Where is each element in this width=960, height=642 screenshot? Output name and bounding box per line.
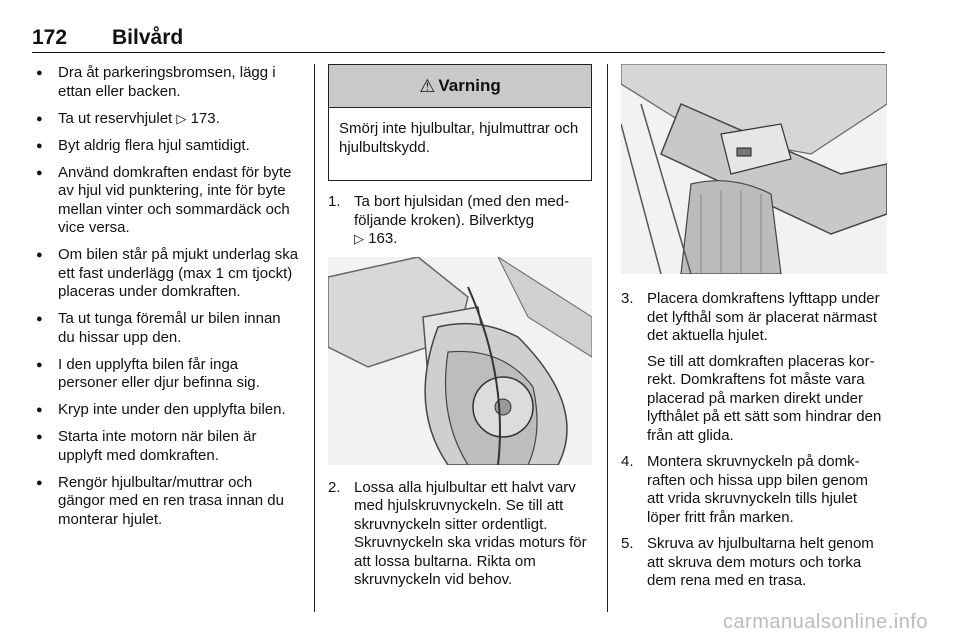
column-divider	[314, 64, 315, 612]
step-item: 5. Skruva av hjulbultarna helt genom att skruva dem moturs och torka dem rena med en trasa.	[621, 535, 874, 589]
list-item: ● Starta inte motorn när bilen är upplyft med domkraften.	[36, 428, 300, 465]
list-item: ● Ta ut reservhjulet ▷ 173.	[36, 110, 300, 129]
precautions-list	[36, 64, 300, 529]
list-item: ● I den upplyfta bilen får inga personer eller djur befinna sig.	[36, 356, 300, 393]
step-number: 3.	[621, 290, 634, 307]
page-header	[32, 26, 885, 53]
list-item: ● Använd domkraften endast för byte av hjul vid punktering, inte för byte mellan vinter och sommardäck och vice versa.	[36, 164, 300, 238]
step-item: 2. Lossa alla hjulbultar ett halvt varv med hjulskruvnyckeln. Se till att skruvnyckeln sitter ordentligt. Skruvnyckeln ska vridas moturs för att lossa bultarna. Rikta om skruvnyckeln vid behov.	[328, 478, 587, 588]
wheel-cover-illustration	[328, 257, 592, 465]
list-item: ● Ta ut tunga föremål ur bilen innan du hissar upp den.	[36, 310, 300, 347]
step-number: 5.	[621, 535, 634, 552]
column-3	[621, 64, 887, 599]
step-note: Se till att domkraften placeras korrekt. Domkraftens fot måste vara placerad på marken direkt under lyfthålet på ett sätt som hindrar den från att glida.	[647, 352, 882, 444]
warning-text: Smörj inte hjulbultar, hjulmuttrar och hjulbultskydd.	[339, 120, 579, 156]
page-ref-link[interactable]: 173.	[190, 109, 220, 127]
step-number: 4.	[621, 453, 634, 470]
section-title: Bilvård	[112, 26, 184, 49]
page-number: 172	[32, 26, 68, 49]
list-item: ● Byt aldrig flera hjul samtidigt.	[36, 137, 300, 156]
column-2	[328, 64, 592, 598]
column-1	[36, 64, 300, 538]
step-item: 1. Ta bort hjulsidan (med den medföljande kroken). Bilverktyg ▷ 163.	[328, 193, 570, 247]
step-number: 2.	[328, 478, 341, 496]
column-divider	[607, 64, 608, 612]
steps-list	[621, 290, 887, 591]
page-ref-arrow-icon: ▷	[176, 110, 187, 126]
watermark: carmanualsonline.info	[722, 611, 928, 633]
warning-box	[328, 64, 592, 181]
step-item: 3. Placera domkraftens lyfttapp under det lyfthål som är placerat närmast det aktuella hjulet. Se till att domkraften placeras korrekt. Domkraftens fot måste vara placerad på marken direkt under lyfthålet på ett sätt som hindrar den från att glida.	[621, 290, 887, 445]
warning-header	[329, 65, 591, 108]
steps-list	[328, 479, 592, 590]
page-ref-arrow-icon: ▷	[354, 231, 364, 246]
list-item: ● Om bilen står på mjukt underlag ska ett fast underlägg (max 1 cm tjockt) placeras under domkraften.	[36, 246, 300, 302]
list-item: ● Rengör hjulbultar/muttrar och gängor med en ren trasa innan du monterar hjulet.	[36, 474, 300, 530]
list-item: ● Dra åt parkeringsbromsen, lägg i ettan eller backen.	[36, 64, 300, 101]
page-ref-link[interactable]: 163.	[368, 230, 398, 247]
warning-title: Varning	[438, 75, 501, 95]
jack-position-illustration	[621, 64, 887, 274]
step-item: 4. Montera skruvnyckeln på domkraften och hissa upp bilen genom att vrida skruvnyckeln tills hjulet löper fritt från marken.	[621, 453, 868, 526]
step-number: 1.	[328, 193, 341, 210]
steps-list	[328, 193, 592, 249]
warning-icon: ⚠	[419, 75, 436, 96]
list-item: ● Kryp inte under den upplyfta bilen.	[36, 401, 300, 420]
